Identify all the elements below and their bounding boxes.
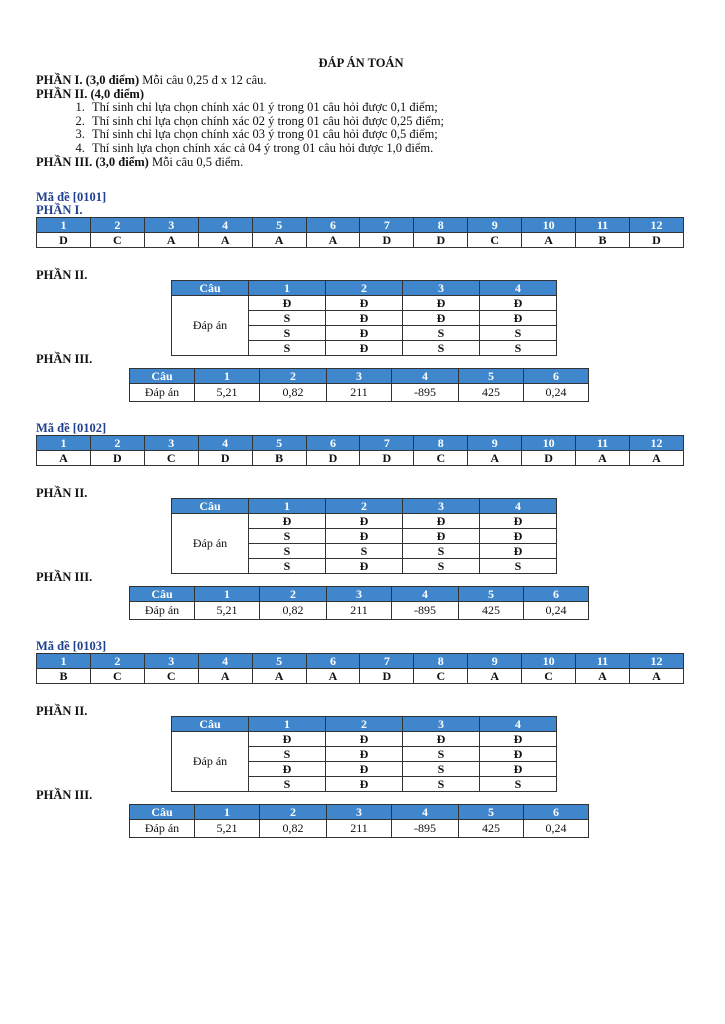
answer-cell: Đ — [480, 544, 557, 559]
answer-cell: S — [480, 559, 557, 574]
question-number: 4 — [392, 805, 459, 820]
answer-cell: S — [249, 341, 326, 356]
answer-cell: A — [576, 669, 630, 684]
answer-cell: A — [252, 233, 306, 248]
answer-cell: C — [522, 669, 576, 684]
answer-cell: 5,21 — [195, 602, 260, 620]
part3-text: Mỗi câu 0,5 điểm. — [148, 155, 244, 169]
question-number: 6 — [524, 805, 589, 820]
answer-cell: Đ — [480, 529, 557, 544]
answer-cell: A — [522, 233, 576, 248]
answer-cell: Đ — [249, 514, 326, 529]
question-number: 4 — [480, 499, 557, 514]
question-number: 3 — [327, 587, 392, 602]
part3-label: PHẦN III. — [36, 788, 93, 802]
answer-cell: A — [306, 669, 360, 684]
question-number: 3 — [144, 654, 198, 669]
page-title: ĐÁP ÁN TOÁN — [318, 56, 404, 70]
part3-heading: PHẦN III. (3,0 điểm) — [36, 155, 149, 169]
question-number: 11 — [576, 436, 630, 451]
question-number: 4 — [198, 436, 252, 451]
answer-cell: Đ — [326, 777, 403, 792]
answer-cell: C — [90, 233, 144, 248]
answer-cell: A — [629, 669, 683, 684]
exam-block — [36, 422, 686, 620]
part3-instructions — [36, 155, 686, 169]
part3-label: PHẦN III. — [36, 352, 93, 366]
dap-an-label: Đáp án — [130, 820, 195, 838]
answer-cell: Đ — [326, 762, 403, 777]
answer-cell: 5,21 — [195, 384, 260, 402]
answer-cell: Đ — [326, 559, 403, 574]
question-number: 10 — [522, 218, 576, 233]
exam-code: Mã đề [0101] — [36, 190, 107, 204]
question-number: 6 — [524, 587, 589, 602]
part2-heading: PHẦN II. (4,0 điểm) — [36, 87, 144, 101]
dap-an-label: Đáp án — [172, 296, 249, 356]
header-cau: Câu — [130, 805, 195, 820]
dap-an-label: Đáp án — [172, 514, 249, 574]
answer-cell: S — [403, 777, 480, 792]
question-number: 1 — [249, 281, 326, 296]
answer-cell: Đ — [480, 732, 557, 747]
question-number: 9 — [468, 654, 522, 669]
answer-cell: 425 — [459, 602, 524, 620]
answer-cell: Đ — [403, 514, 480, 529]
question-number: 6 — [306, 436, 360, 451]
header-cau: Câu — [130, 587, 195, 602]
question-number: 2 — [260, 369, 327, 384]
answer-cell: C — [414, 451, 468, 466]
answer-cell: 0,24 — [524, 820, 589, 838]
answer-cell: D — [90, 451, 144, 466]
question-number: 8 — [414, 436, 468, 451]
answer-cell: 0,82 — [260, 602, 327, 620]
question-number: 11 — [576, 218, 630, 233]
answer-cell: S — [249, 326, 326, 341]
answer-cell: A — [576, 451, 630, 466]
answer-cell: 0,82 — [260, 384, 327, 402]
question-number: 4 — [198, 654, 252, 669]
answer-cell: A — [37, 451, 91, 466]
part3-table — [129, 368, 589, 402]
exam-block — [36, 191, 686, 402]
answer-cell: B — [576, 233, 630, 248]
answer-cell: Đ — [403, 529, 480, 544]
answer-cell: A — [629, 451, 683, 466]
answer-cell: 211 — [327, 384, 392, 402]
rule-item: 3. Thí sinh chỉ lựa chọn chính xác 03 ý trong 01 câu hỏi được 0,5 điểm; — [88, 128, 686, 142]
answer-cell: C — [144, 669, 198, 684]
answer-cell: 425 — [459, 820, 524, 838]
answer-cell: S — [326, 544, 403, 559]
question-number: 1 — [195, 805, 260, 820]
question-number: 9 — [468, 436, 522, 451]
answer-cell: D — [360, 233, 414, 248]
answer-cell: Đ — [480, 311, 557, 326]
part2-table — [171, 280, 557, 356]
answer-cell: C — [144, 451, 198, 466]
answer-cell: 0,24 — [524, 384, 589, 402]
answer-cell: Đ — [326, 732, 403, 747]
question-number: 2 — [326, 281, 403, 296]
part1-label: PHẦN I. — [36, 203, 83, 217]
question-number: 5 — [252, 654, 306, 669]
question-number: 4 — [480, 717, 557, 732]
answer-cell: S — [403, 326, 480, 341]
question-number: 12 — [629, 654, 683, 669]
question-number: 7 — [360, 218, 414, 233]
answer-cell: D — [360, 669, 414, 684]
question-number: 1 — [37, 654, 91, 669]
answer-cell: Đ — [403, 311, 480, 326]
part2-rules — [36, 101, 686, 155]
part1-table — [36, 217, 684, 248]
answer-cell: S — [403, 544, 480, 559]
question-number: 1 — [195, 587, 260, 602]
answer-cell: -895 — [392, 820, 459, 838]
question-number: 2 — [90, 654, 144, 669]
question-number: 2 — [260, 805, 327, 820]
answer-cell: S — [249, 544, 326, 559]
answer-cell: Đ — [326, 529, 403, 544]
part3-table — [129, 804, 589, 838]
question-number: 3 — [144, 436, 198, 451]
question-number: 1 — [249, 717, 326, 732]
answer-cell: -895 — [392, 602, 459, 620]
part2-label: PHẦN II. — [36, 486, 88, 500]
part2-table — [171, 716, 557, 792]
answer-cell: Đ — [326, 311, 403, 326]
question-number: 6 — [306, 218, 360, 233]
answer-cell: S — [403, 762, 480, 777]
header-cau: Câu — [172, 281, 249, 296]
part1-heading: PHẦN I. (3,0 điểm) — [36, 73, 140, 87]
question-number: 6 — [524, 369, 589, 384]
rule-item: 1. Thí sinh chỉ lựa chọn chính xác 01 ý trong 01 câu hỏi được 0,1 điểm; — [88, 101, 686, 115]
answer-cell: C — [90, 669, 144, 684]
question-number: 3 — [403, 717, 480, 732]
answer-cell: A — [306, 233, 360, 248]
answer-cell: B — [37, 669, 91, 684]
answer-cell: A — [468, 669, 522, 684]
answer-cell: S — [403, 747, 480, 762]
part1-text: Mỗi câu 0,25 đ x 12 câu. — [139, 73, 267, 87]
answer-cell: Đ — [326, 326, 403, 341]
question-number: 5 — [459, 369, 524, 384]
answer-cell: S — [249, 311, 326, 326]
answer-cell: Đ — [403, 296, 480, 311]
question-number: 8 — [414, 654, 468, 669]
answer-cell: S — [480, 341, 557, 356]
part3-label: PHẦN III. — [36, 570, 93, 584]
dap-an-label: Đáp án — [172, 732, 249, 792]
rule-item: 2. Thí sinh chỉ lựa chọn chính xác 02 ý trong 01 câu hỏi được 0,25 điểm; — [88, 115, 686, 129]
exam-code: Mã đề [0102] — [36, 421, 107, 435]
question-number: 6 — [306, 654, 360, 669]
question-number: 5 — [252, 218, 306, 233]
answer-cell: A — [198, 669, 252, 684]
question-number: 1 — [37, 218, 91, 233]
part2-label: PHẦN II. — [36, 704, 88, 718]
answer-cell: 425 — [459, 384, 524, 402]
question-number: 3 — [403, 499, 480, 514]
question-number: 3 — [403, 281, 480, 296]
answer-cell: Đ — [326, 296, 403, 311]
answer-cell: Đ — [480, 747, 557, 762]
answer-cell: S — [249, 747, 326, 762]
question-number: 3 — [327, 805, 392, 820]
dap-an-label: Đáp án — [130, 602, 195, 620]
question-number: 7 — [360, 654, 414, 669]
answer-cell: A — [144, 233, 198, 248]
answer-cell: C — [414, 669, 468, 684]
question-number: 2 — [326, 499, 403, 514]
answer-cell: 211 — [327, 820, 392, 838]
answer-cell: Đ — [326, 341, 403, 356]
question-number: 5 — [459, 587, 524, 602]
question-number: 10 — [522, 654, 576, 669]
answer-cell: 0,24 — [524, 602, 589, 620]
answer-key-page — [36, 56, 686, 838]
question-number: 8 — [414, 218, 468, 233]
question-number: 2 — [90, 436, 144, 451]
dap-an-label: Đáp án — [130, 384, 195, 402]
question-number: 4 — [480, 281, 557, 296]
answer-cell: D — [629, 233, 683, 248]
question-number: 5 — [252, 436, 306, 451]
answer-cell: 5,21 — [195, 820, 260, 838]
answer-cell: S — [249, 529, 326, 544]
answer-cell: Đ — [249, 762, 326, 777]
question-number: 7 — [360, 436, 414, 451]
exam-list — [36, 191, 686, 838]
answer-cell: D — [414, 233, 468, 248]
question-number: 1 — [37, 436, 91, 451]
question-number: 12 — [629, 436, 683, 451]
question-number: 2 — [260, 587, 327, 602]
answer-cell: D — [37, 233, 91, 248]
answer-cell: D — [522, 451, 576, 466]
question-number: 2 — [326, 717, 403, 732]
answer-cell: 211 — [327, 602, 392, 620]
header-cau: Câu — [130, 369, 195, 384]
question-number: 10 — [522, 436, 576, 451]
answer-cell: Đ — [480, 514, 557, 529]
answer-cell: Đ — [480, 762, 557, 777]
part2-table — [171, 498, 557, 574]
answer-cell: D — [360, 451, 414, 466]
answer-cell: Đ — [249, 732, 326, 747]
answer-cell: B — [252, 451, 306, 466]
question-number: 2 — [90, 218, 144, 233]
answer-cell: C — [468, 233, 522, 248]
answer-cell: -895 — [392, 384, 459, 402]
question-number: 4 — [392, 587, 459, 602]
answer-cell: A — [198, 233, 252, 248]
answer-cell: S — [403, 559, 480, 574]
part1-table — [36, 435, 684, 466]
part3-table — [129, 586, 589, 620]
part1-instructions — [36, 73, 686, 87]
header-cau: Câu — [172, 499, 249, 514]
question-number: 11 — [576, 654, 630, 669]
question-number: 12 — [629, 218, 683, 233]
answer-cell: A — [252, 669, 306, 684]
question-number: 4 — [198, 218, 252, 233]
answer-cell: S — [403, 341, 480, 356]
question-number: 4 — [392, 369, 459, 384]
question-number: 1 — [249, 499, 326, 514]
question-number: 1 — [195, 369, 260, 384]
answer-cell: A — [468, 451, 522, 466]
question-number: 3 — [327, 369, 392, 384]
rule-item: 4. Thí sinh lựa chọn chính xác cả 04 ý trong 01 câu hỏi được 1,0 điểm. — [88, 142, 686, 156]
question-number: 3 — [144, 218, 198, 233]
answer-cell: D — [306, 451, 360, 466]
answer-cell: S — [480, 777, 557, 792]
part1-table — [36, 653, 684, 684]
answer-cell: Đ — [326, 747, 403, 762]
answer-cell: S — [249, 559, 326, 574]
answer-cell: S — [480, 326, 557, 341]
answer-cell: Đ — [480, 296, 557, 311]
exam-block — [36, 640, 686, 838]
question-number: 9 — [468, 218, 522, 233]
answer-cell: Đ — [403, 732, 480, 747]
question-number: 5 — [459, 805, 524, 820]
part2-label: PHẦN II. — [36, 268, 88, 282]
answer-cell: 0,82 — [260, 820, 327, 838]
answer-cell: Đ — [249, 296, 326, 311]
header-cau: Câu — [172, 717, 249, 732]
answer-cell: D — [198, 451, 252, 466]
answer-cell: S — [249, 777, 326, 792]
exam-code: Mã đề [0103] — [36, 639, 107, 653]
answer-cell: Đ — [326, 514, 403, 529]
